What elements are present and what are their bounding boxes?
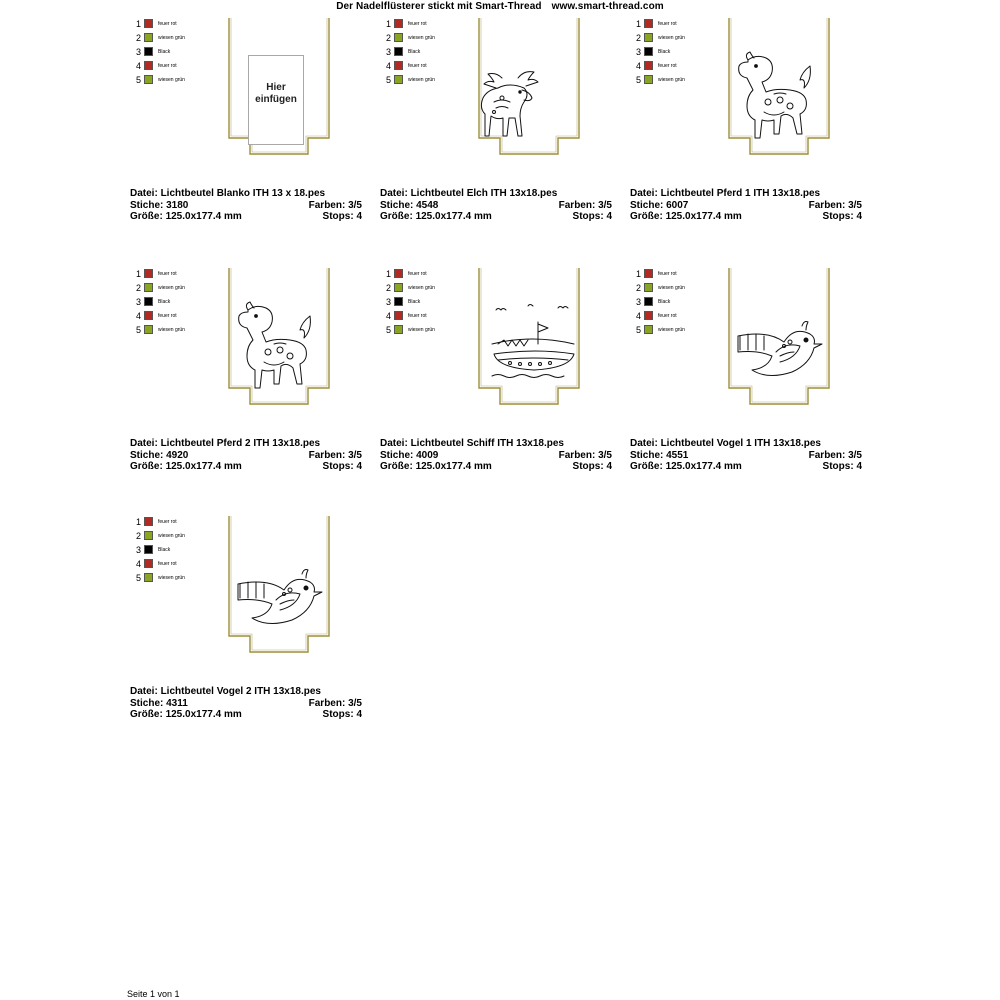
placeholder-line-2: einfügen [255, 94, 297, 105]
stops-label: Stops: [322, 461, 354, 472]
stitches-line [380, 200, 612, 212]
thread-number: 5 [136, 325, 142, 335]
thread-number: 2 [386, 33, 392, 43]
file-label: Datei: [630, 438, 658, 449]
file-name: Lichtbeutel Vogel 2 ITH 13x18.pes [160, 686, 321, 697]
thread-number: 3 [136, 545, 142, 555]
stitches-value: 4920 [166, 449, 189, 461]
thread-name: wiesen grün [408, 285, 435, 291]
thread-number: 4 [136, 61, 142, 71]
thread-color-swatch [394, 283, 403, 292]
stops-value: 4 [356, 211, 362, 222]
stitches-value: 4548 [416, 199, 439, 211]
thread-name: wiesen grün [158, 575, 185, 581]
thread-number: 2 [136, 33, 142, 43]
thread-color-swatch [644, 297, 653, 306]
horse-motif [734, 52, 826, 138]
thread-name: wiesen grün [658, 285, 685, 291]
colors-value: 3/5 [598, 449, 612, 461]
thread-name: wiesen grün [158, 77, 185, 83]
thread-number: 3 [636, 297, 642, 307]
thread-color-swatch [144, 559, 153, 568]
thread-color-swatch [394, 19, 403, 28]
stitches-line [130, 450, 362, 462]
size-line [380, 461, 612, 473]
design-card [130, 18, 362, 248]
hoop-frame [728, 18, 830, 154]
size-value: 125.0x177.4 mm [665, 211, 742, 222]
stitches-label: Stiche: [130, 199, 164, 211]
thread-name: feuer rot [658, 271, 677, 277]
thread-number: 3 [386, 47, 392, 57]
placeholder-line-1: Hier [266, 82, 286, 93]
thread-color-swatch [644, 269, 653, 278]
thread-name: wiesen grün [158, 285, 185, 291]
file-label: Datei: [380, 438, 408, 449]
thread-name: wiesen grün [658, 327, 685, 333]
thread-color-swatch [144, 325, 153, 334]
file-label: Datei: [630, 188, 658, 199]
placeholder-box [248, 55, 304, 145]
colors-value: 3/5 [598, 199, 612, 211]
design-info [380, 188, 612, 223]
size-line [130, 709, 362, 721]
thread-number: 4 [636, 311, 642, 321]
design-card [130, 516, 362, 746]
thread-number: 5 [386, 325, 392, 335]
file-name: Lichtbeutel Pferd 2 ITH 13x18.pes [160, 438, 321, 449]
size-line [630, 461, 862, 473]
file-line [630, 188, 862, 200]
thread-number: 5 [136, 573, 142, 583]
thread-name: Black [158, 547, 171, 553]
thread-number: 2 [136, 531, 142, 541]
design-info [630, 438, 862, 473]
file-line [130, 686, 362, 698]
thread-color-swatch [394, 47, 403, 56]
thread-color-swatch [394, 33, 403, 42]
colors-value: 3/5 [348, 697, 362, 709]
thread-name: wiesen grün [158, 35, 185, 41]
colors-value: 3/5 [348, 199, 362, 211]
stitches-label: Stiche: [380, 199, 414, 211]
thread-name: feuer rot [408, 313, 427, 319]
thread-color-swatch [644, 61, 653, 70]
thread-name: Black [158, 299, 171, 305]
design-card [130, 268, 362, 498]
thread-name: wiesen grün [658, 77, 685, 83]
thread-color-swatch [144, 573, 153, 582]
thread-number: 4 [636, 61, 642, 71]
thread-number: 5 [636, 325, 642, 335]
colors-label: Farben: [308, 199, 346, 211]
thread-number: 5 [136, 75, 142, 85]
thread-number: 1 [136, 19, 142, 29]
size-line [130, 211, 362, 223]
stitches-label: Stiche: [130, 449, 164, 461]
file-line [380, 188, 612, 200]
stitches-value: 3180 [166, 199, 189, 211]
file-line [130, 188, 362, 200]
file-name: Lichtbeutel Elch ITH 13x18.pes [410, 188, 558, 199]
size-line [380, 211, 612, 223]
stops-value: 4 [356, 461, 362, 472]
thread-color-swatch [144, 297, 153, 306]
thread-color-swatch [144, 75, 153, 84]
size-value: 125.0x177.4 mm [165, 461, 242, 472]
size-value: 125.0x177.4 mm [415, 211, 492, 222]
stitches-label: Stiche: [380, 449, 414, 461]
page-header [0, 1, 1000, 12]
thread-number: 5 [386, 75, 392, 85]
stops-label: Stops: [822, 211, 854, 222]
thread-number: 4 [386, 61, 392, 71]
size-label: Größe: [130, 211, 163, 222]
stitches-value: 4311 [166, 697, 188, 709]
file-line [380, 438, 612, 450]
file-line [630, 438, 862, 450]
thread-color-swatch [144, 47, 153, 56]
thread-number: 2 [386, 283, 392, 293]
stitches-line [130, 698, 362, 710]
thread-name: wiesen grün [158, 327, 185, 333]
design-card [380, 268, 612, 498]
thread-number: 3 [136, 297, 142, 307]
file-name: Lichtbeutel Pferd 1 ITH 13x18.pes [660, 188, 821, 199]
thread-name: wiesen grün [408, 35, 435, 41]
thread-name: Black [408, 49, 421, 55]
ship-motif [488, 300, 578, 390]
colors-label: Farben: [558, 449, 596, 461]
colors-label: Farben: [308, 449, 346, 461]
thread-name: feuer rot [158, 271, 177, 277]
colors-value: 3/5 [848, 199, 862, 211]
thread-name: Black [158, 49, 171, 55]
hoop-frame [228, 268, 330, 404]
design-card [380, 18, 612, 248]
stitches-label: Stiche: [130, 697, 164, 709]
thread-color-swatch [144, 269, 153, 278]
thread-color-swatch [644, 325, 653, 334]
size-value: 125.0x177.4 mm [665, 461, 742, 472]
design-info [130, 686, 362, 721]
thread-name: wiesen grün [408, 327, 435, 333]
file-label: Datei: [130, 686, 158, 697]
design-info [130, 188, 362, 223]
stops-value: 4 [856, 211, 862, 222]
size-label: Größe: [130, 461, 163, 472]
colors-label: Farben: [558, 199, 596, 211]
thread-name: Black [408, 299, 421, 305]
thread-name: wiesen grün [408, 77, 435, 83]
thread-name: wiesen grün [158, 533, 185, 539]
stitches-line [130, 200, 362, 212]
colors-label: Farben: [808, 199, 846, 211]
thread-name: feuer rot [408, 271, 427, 277]
thread-color-swatch [644, 311, 653, 320]
size-line [130, 461, 362, 473]
thread-number: 1 [636, 19, 642, 29]
design-info [380, 438, 612, 473]
thread-number: 3 [636, 47, 642, 57]
size-label: Größe: [130, 709, 163, 720]
header-title: Der Nadelflüsterer stickt mit Smart-Thread [336, 1, 542, 12]
stops-value: 4 [856, 461, 862, 472]
thread-color-swatch [394, 311, 403, 320]
stitches-value: 4009 [416, 449, 439, 461]
file-line [130, 438, 362, 450]
bird-motif [732, 312, 828, 382]
thread-name: feuer rot [158, 21, 177, 27]
design-card [630, 268, 862, 498]
stops-label: Stops: [822, 461, 854, 472]
thread-name: feuer rot [408, 63, 427, 69]
file-label: Datei: [130, 438, 158, 449]
stitches-line [630, 450, 862, 462]
stops-label: Stops: [322, 709, 354, 720]
colors-label: Farben: [808, 449, 846, 461]
stitches-line [630, 200, 862, 212]
stitches-value: 6007 [666, 199, 689, 211]
colors-value: 3/5 [348, 449, 362, 461]
size-label: Größe: [630, 211, 663, 222]
page-footer: Seite 1 von 1 [127, 989, 180, 999]
thread-number: 3 [386, 297, 392, 307]
design-card [630, 18, 862, 248]
stops-label: Stops: [572, 461, 604, 472]
thread-color-swatch [144, 19, 153, 28]
thread-number: 2 [636, 283, 642, 293]
stops-label: Stops: [322, 211, 354, 222]
thread-name: Black [658, 299, 671, 305]
thread-color-swatch [144, 33, 153, 42]
thread-color-swatch [644, 47, 653, 56]
hoop-frame [478, 18, 580, 154]
thread-color-swatch [394, 61, 403, 70]
thread-number: 1 [386, 269, 392, 279]
colors-label: Farben: [308, 697, 346, 709]
thread-number: 3 [136, 47, 142, 57]
thread-number: 1 [136, 517, 142, 527]
size-label: Größe: [630, 461, 663, 472]
thread-color-swatch [644, 75, 653, 84]
thread-name: feuer rot [158, 561, 177, 567]
thread-color-swatch [144, 283, 153, 292]
design-info [630, 188, 862, 223]
thread-color-swatch [394, 297, 403, 306]
horse-motif [234, 302, 326, 388]
hoop-frame [228, 18, 330, 154]
hoop-frame [478, 268, 580, 404]
thread-name: Black [658, 49, 671, 55]
stops-label: Stops: [572, 211, 604, 222]
thread-name: feuer rot [658, 313, 677, 319]
file-name: Lichtbeutel Blanko ITH 13 x 18.pes [160, 188, 326, 199]
thread-name: feuer rot [408, 21, 427, 27]
thread-name: feuer rot [158, 63, 177, 69]
file-label: Datei: [380, 188, 408, 199]
thread-name: feuer rot [658, 21, 677, 27]
thread-color-swatch [394, 325, 403, 334]
thread-color-swatch [144, 545, 153, 554]
size-label: Größe: [380, 461, 413, 472]
thread-color-swatch [644, 19, 653, 28]
thread-name: feuer rot [158, 313, 177, 319]
colors-value: 3/5 [848, 449, 862, 461]
thread-name: wiesen grün [658, 35, 685, 41]
design-info [130, 438, 362, 473]
thread-color-swatch [144, 517, 153, 526]
thread-number: 1 [636, 269, 642, 279]
file-label: Datei: [130, 188, 158, 199]
file-name: Lichtbeutel Schiff ITH 13x18.pes [410, 438, 564, 449]
header-url: www.smart-thread.com [551, 1, 664, 12]
thread-color-swatch [644, 33, 653, 42]
size-value: 125.0x177.4 mm [415, 461, 492, 472]
thread-number: 2 [136, 283, 142, 293]
bird-motif [232, 560, 328, 630]
thread-number: 4 [136, 311, 142, 321]
thread-color-swatch [144, 61, 153, 70]
thread-color-swatch [394, 75, 403, 84]
stops-value: 4 [606, 211, 612, 222]
thread-name: feuer rot [158, 519, 177, 525]
stitches-label: Stiche: [630, 199, 664, 211]
stops-value: 4 [606, 461, 612, 472]
thread-number: 1 [386, 19, 392, 29]
size-value: 125.0x177.4 mm [165, 211, 242, 222]
moose-motif [472, 68, 542, 140]
file-name: Lichtbeutel Vogel 1 ITH 13x18.pes [660, 438, 821, 449]
thread-color-swatch [644, 283, 653, 292]
hoop-frame [228, 516, 330, 652]
thread-name: feuer rot [658, 63, 677, 69]
thread-number: 5 [636, 75, 642, 85]
stitches-value: 4551 [666, 449, 689, 461]
thread-number: 1 [136, 269, 142, 279]
stitches-line [380, 450, 612, 462]
thread-color-swatch [394, 269, 403, 278]
thread-color-swatch [144, 311, 153, 320]
hoop-frame [728, 268, 830, 404]
size-label: Größe: [380, 211, 413, 222]
thread-color-swatch [144, 531, 153, 540]
thread-number: 4 [136, 559, 142, 569]
stitches-label: Stiche: [630, 449, 664, 461]
thread-number: 4 [386, 311, 392, 321]
thread-number: 2 [636, 33, 642, 43]
size-value: 125.0x177.4 mm [165, 709, 242, 720]
size-line [630, 211, 862, 223]
stops-value: 4 [356, 709, 362, 720]
